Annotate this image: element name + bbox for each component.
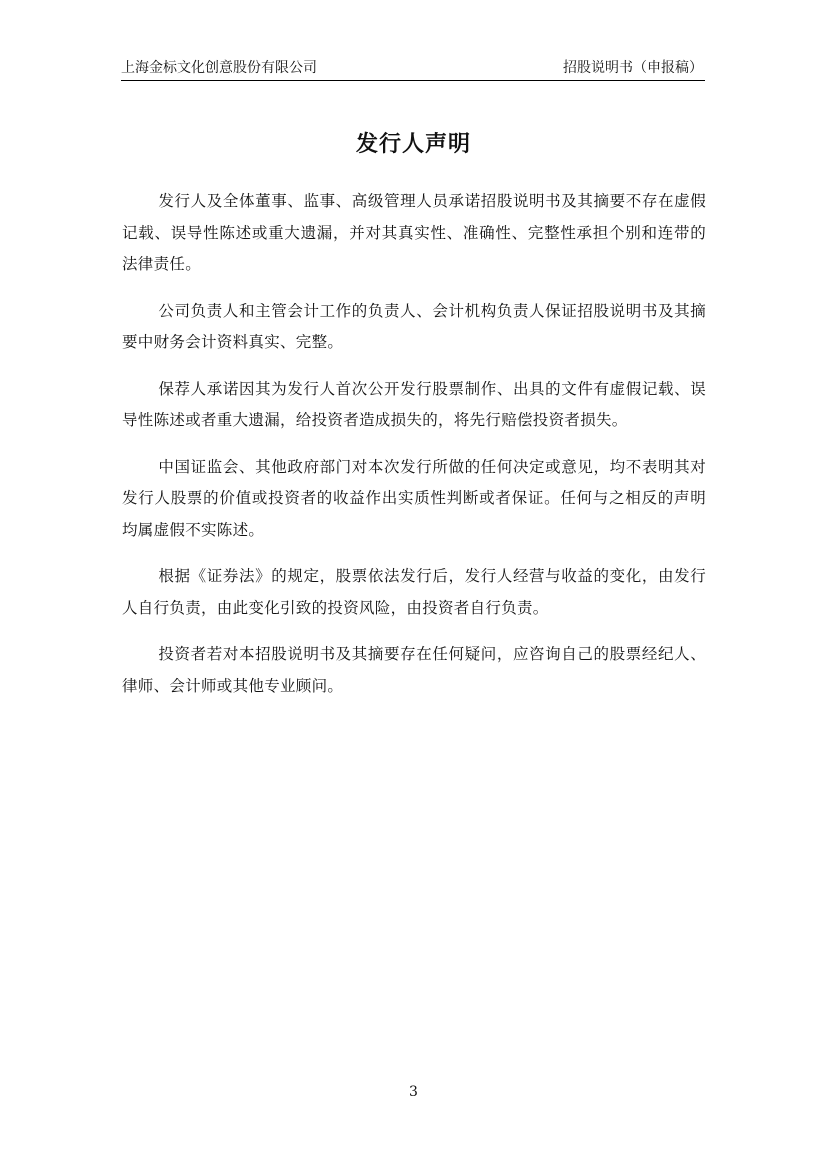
header-company-name: 上海金标文化创意股份有限公司 [121, 60, 317, 76]
paragraph-issuer-commitment: 发行人及全体董事、监事、高级管理人员承诺招股说明书及其摘要不存在虚假记载、误导性陈述或重大遗漏，并对其真实性、准确性、完整性承担个别和连带的法律责任。 [122, 192, 706, 273]
page-title: 发行人声明 [355, 132, 471, 157]
header-document-type: 招股说明书（申报稿） [563, 60, 703, 76]
paragraph-sponsor-commitment: 保荐人承诺因其为发行人首次公开发行股票制作、出具的文件有虚假记载、误导性陈述或者重大遗漏，给投资者造成损失的，将先行赔偿投资者损失。 [122, 379, 706, 429]
page-number: 3 [409, 1084, 418, 1100]
page-header [121, 58, 705, 81]
declaration-body [122, 186, 706, 717]
paragraph-investor-advice: 投资者若对本招股说明书及其摘要存在任何疑问，应咨询自己的股票经纪人、律师、会计师或其他专业顾问。 [122, 645, 706, 695]
paragraph-accounting-guarantee: 公司负责人和主管会计工作的负责人、会计机构负责人保证招股说明书及其摘要中财务会计资料真实、完整。 [122, 301, 706, 351]
paragraph-csrc-disclaimer: 中国证监会、其他政府部门对本次发行所做的任何决定或意见，均不表明其对发行人股票的价值或投资者的收益作出实质性判断或者保证。任何与之相反的声明均属虚假不实陈述。 [122, 457, 706, 539]
paragraph-securities-law: 根据《证券法》的规定，股票依法发行后，发行人经营与收益的变化，由发行人自行负责，由此变化引致的投资风险，由投资者自行负责。 [122, 567, 706, 617]
